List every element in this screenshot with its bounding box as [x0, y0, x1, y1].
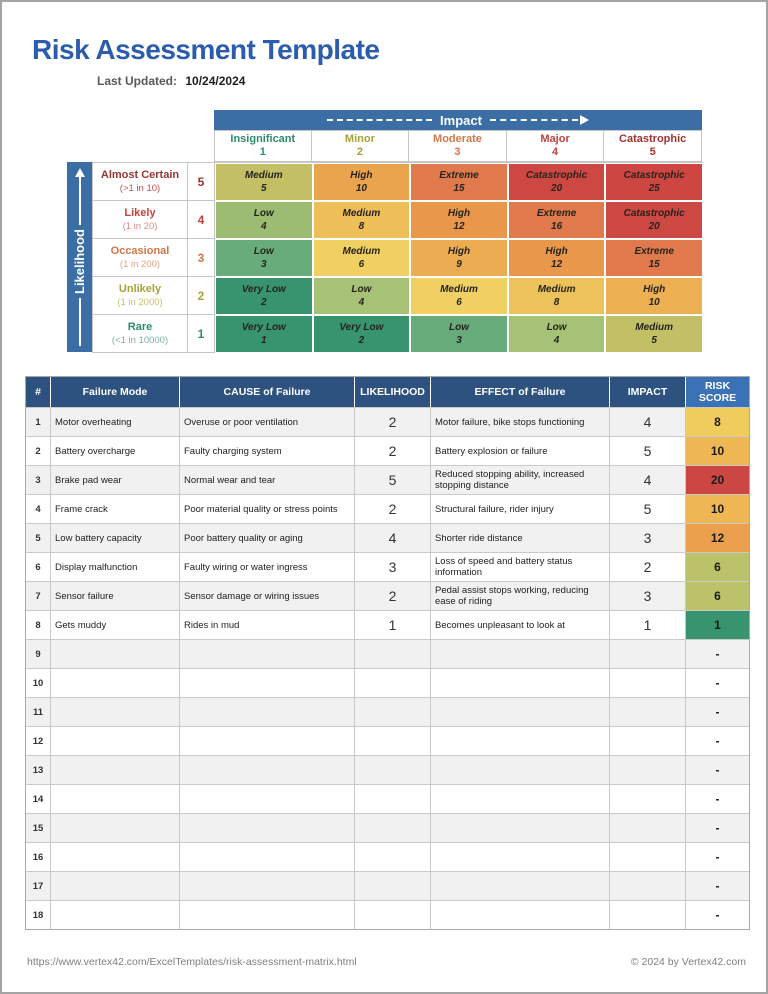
likelihood-cell[interactable] — [355, 901, 431, 929]
likelihood-level-header — [93, 239, 188, 277]
table-row — [26, 494, 749, 523]
impact-axis-line — [327, 119, 432, 121]
effect-cell[interactable]: Becomes unpleasant to look at — [431, 611, 610, 639]
header-likelihood: LIKELIHOOD — [355, 377, 431, 407]
matrix-cell-label: High — [643, 284, 666, 295]
failure-mode-cell[interactable] — [51, 756, 180, 784]
row-number-cell: 11 — [26, 698, 51, 726]
risk-score-cell: - — [686, 901, 749, 929]
last-updated — [97, 74, 245, 88]
likelihood-cell[interactable] — [355, 872, 431, 900]
matrix-cell-label: Very Low — [241, 322, 286, 333]
risk-matrix — [67, 110, 703, 352]
cause-cell[interactable] — [180, 640, 355, 668]
likelihood-cell[interactable] — [355, 843, 431, 871]
likelihood-level-value: 5 — [188, 163, 215, 201]
matrix-cell — [508, 163, 606, 201]
last-updated-label: Last Updated: — [97, 74, 178, 88]
impact-level-label: Moderate — [433, 133, 482, 145]
likelihood-cell[interactable]: 5 — [355, 466, 431, 494]
likelihood-level-label: Unlikely — [118, 282, 162, 295]
matrix-cell — [605, 163, 703, 201]
effect-cell[interactable] — [431, 698, 610, 726]
risk-score-cell: - — [686, 727, 749, 755]
likelihood-cell[interactable]: 2 — [355, 408, 431, 436]
matrix-cell — [313, 163, 411, 201]
cause-cell[interactable]: Sensor damage or wiring issues — [180, 582, 355, 610]
likelihood-axis-label: Likelihood — [72, 229, 87, 294]
matrix-cell-label: Medium — [342, 246, 381, 257]
failure-mode-cell[interactable]: Battery overcharge — [51, 437, 180, 465]
impact-axis-label: Impact — [440, 112, 482, 128]
matrix-cell-score: 2 — [358, 335, 365, 346]
matrix-cell-score: 25 — [648, 183, 660, 194]
matrix-cell-score: 8 — [358, 221, 365, 232]
effect-cell[interactable]: Shorter ride distance — [431, 524, 610, 552]
matrix-cell-label: Medium — [440, 284, 478, 295]
row-number-cell: 3 — [26, 466, 51, 494]
table-row — [26, 842, 749, 871]
likelihood-cell[interactable] — [355, 698, 431, 726]
effect-cell[interactable]: Motor failure, bike stops functioning — [431, 408, 610, 436]
matrix-cell-score: 8 — [553, 297, 560, 308]
matrix-cell — [410, 163, 508, 201]
likelihood-level-value: 3 — [188, 239, 215, 277]
matrix-cell-score: 5 — [261, 183, 267, 194]
table-row — [26, 813, 749, 842]
impact-cell[interactable] — [610, 756, 686, 784]
likelihood-level-header — [93, 201, 188, 239]
risk-score-cell: 1 — [686, 611, 749, 639]
effect-cell[interactable] — [431, 640, 610, 668]
impact-level-header — [507, 130, 605, 162]
matrix-cell-score: 16 — [551, 221, 563, 232]
impact-cell[interactable] — [610, 872, 686, 900]
cause-cell[interactable] — [180, 727, 355, 755]
risk-score-cell: 12 — [686, 524, 749, 552]
page-title: Risk Assessment Template — [32, 34, 380, 65]
effect-cell[interactable]: Pedal assist stops working, reducing ease of riding — [431, 582, 610, 610]
matrix-cell-label: Medium — [244, 170, 283, 181]
row-number-cell: 1 — [26, 408, 51, 436]
impact-cell[interactable]: 3 — [610, 582, 686, 610]
impact-cell[interactable] — [610, 785, 686, 813]
failure-mode-cell[interactable]: Display malfunction — [51, 553, 180, 581]
impact-cell[interactable]: 5 — [610, 437, 686, 465]
header-cause: CAUSE of Failure — [180, 377, 355, 407]
matrix-body — [92, 162, 703, 353]
matrix-cell-label: Extreme — [634, 246, 674, 257]
impact-cell[interactable]: 3 — [610, 524, 686, 552]
impact-level-header — [604, 130, 702, 162]
impact-cell[interactable] — [610, 814, 686, 842]
matrix-cell-score: 4 — [358, 297, 365, 308]
row-number-cell: 16 — [26, 843, 51, 871]
matrix-cell-score: 10 — [355, 183, 367, 194]
likelihood-cell[interactable]: 2 — [355, 582, 431, 610]
risk-score-cell: 6 — [686, 553, 749, 581]
effect-cell[interactable]: Structural failure, rider injury — [431, 495, 610, 523]
likelihood-level-sublabel: (>1 in 10) — [119, 182, 161, 194]
likelihood-cell[interactable]: 2 — [355, 495, 431, 523]
impact-axis-header — [214, 110, 702, 130]
matrix-cell — [605, 315, 703, 353]
matrix-cell-label: High — [545, 246, 568, 257]
matrix-cell — [410, 315, 508, 353]
likelihood-cell[interactable]: 4 — [355, 524, 431, 552]
matrix-cell-label: Low — [546, 322, 567, 333]
impact-level-label: Minor — [344, 133, 375, 145]
row-number-cell: 2 — [26, 437, 51, 465]
table-row — [26, 784, 749, 813]
likelihood-level-sublabel: (1 in 2000) — [117, 296, 163, 308]
matrix-cell — [605, 239, 703, 277]
row-number-cell: 18 — [26, 901, 51, 929]
likelihood-level-value: 1 — [188, 315, 215, 353]
failure-mode-cell[interactable] — [51, 843, 180, 871]
table-row — [26, 668, 749, 697]
impact-level-value: 5 — [649, 146, 656, 158]
matrix-cell — [508, 201, 606, 239]
matrix-cell-label: Low — [253, 208, 274, 219]
impact-cell[interactable] — [610, 843, 686, 871]
risk-score-cell: - — [686, 785, 749, 813]
failure-mode-cell[interactable]: Motor overheating — [51, 408, 180, 436]
likelihood-level-label: Almost Certain — [100, 168, 180, 181]
failure-mode-cell[interactable] — [51, 698, 180, 726]
matrix-cell — [410, 201, 508, 239]
matrix-row — [93, 315, 703, 353]
row-number-cell: 14 — [26, 785, 51, 813]
matrix-row — [93, 277, 703, 315]
matrix-cell-score: 12 — [551, 259, 563, 270]
likelihood-level-header — [93, 277, 188, 315]
risk-score-cell: 20 — [686, 466, 749, 494]
table-row — [26, 581, 749, 610]
last-updated-value: 10/24/2024 — [185, 74, 246, 88]
matrix-cell-score: 20 — [648, 221, 660, 232]
matrix-cell-label: Medium — [635, 322, 674, 333]
cause-cell[interactable] — [180, 814, 355, 842]
likelihood-level-value: 4 — [188, 201, 215, 239]
matrix-row — [93, 239, 703, 277]
risk-score-cell: 10 — [686, 437, 749, 465]
row-number-cell: 7 — [26, 582, 51, 610]
effect-cell[interactable]: Reduced stopping ability, increased stopping distance — [431, 466, 610, 494]
likelihood-cell[interactable]: 2 — [355, 437, 431, 465]
likelihood-cell[interactable] — [355, 785, 431, 813]
likelihood-level-label: Likely — [124, 206, 156, 219]
cause-cell[interactable] — [180, 843, 355, 871]
cause-cell[interactable]: Faulty charging system — [180, 437, 355, 465]
matrix-cell-score: 6 — [456, 297, 462, 308]
failure-mode-cell[interactable] — [51, 901, 180, 929]
likelihood-cell[interactable] — [355, 669, 431, 697]
failure-mode-cell[interactable] — [51, 785, 180, 813]
matrix-cell-label: Low — [253, 246, 274, 257]
impact-cell[interactable] — [610, 640, 686, 668]
likelihood-level-value: 2 — [188, 277, 215, 315]
impact-cell[interactable]: 2 — [610, 553, 686, 581]
matrix-cell — [508, 239, 606, 277]
impact-level-value: 1 — [259, 146, 266, 158]
matrix-cell-label: Catastrophic — [526, 170, 588, 181]
matrix-cell — [215, 277, 313, 315]
cause-cell[interactable]: Poor material quality or stress points — [180, 495, 355, 523]
matrix-cell-score: 12 — [453, 221, 465, 232]
likelihood-level-header — [93, 163, 188, 201]
cause-cell[interactable] — [180, 756, 355, 784]
header-effect: EFFECT of Failure — [431, 377, 610, 407]
cause-cell[interactable]: Faulty wiring or water ingress — [180, 553, 355, 581]
table-row — [26, 755, 749, 784]
matrix-cell-label: Very Low — [339, 322, 384, 333]
impact-level-label: Catastrophic — [619, 133, 687, 145]
failure-mode-cell[interactable] — [51, 814, 180, 842]
likelihood-cell[interactable]: 1 — [355, 611, 431, 639]
likelihood-level-sublabel: (1 in 20) — [122, 220, 158, 232]
matrix-cell-score: 15 — [453, 183, 465, 194]
matrix-cell-label: Low — [351, 284, 372, 295]
impact-arrow-icon — [580, 115, 589, 125]
matrix-cell — [410, 277, 508, 315]
likelihood-level-label: Occasional — [110, 244, 170, 257]
row-number-cell: 12 — [26, 727, 51, 755]
likelihood-axis-line — [79, 177, 81, 225]
matrix-cell — [313, 239, 411, 277]
cause-cell[interactable]: Overuse or poor ventilation — [180, 408, 355, 436]
matrix-cell — [313, 277, 411, 315]
header-failure-mode: Failure Mode — [51, 377, 180, 407]
cause-cell[interactable]: Poor battery quality or aging — [180, 524, 355, 552]
impact-level-label: Major — [540, 133, 570, 145]
table-row — [26, 871, 749, 900]
table-header-row — [26, 377, 749, 407]
matrix-cell-score: 4 — [553, 335, 560, 346]
cause-cell[interactable] — [180, 872, 355, 900]
likelihood-cell[interactable] — [355, 727, 431, 755]
impact-cell[interactable]: 4 — [610, 466, 686, 494]
likelihood-level-sublabel: (<1 in 10000) — [111, 334, 169, 346]
matrix-cell — [215, 201, 313, 239]
header-risk-score: RISK SCORE — [686, 377, 749, 407]
impact-level-label: Insignificant — [230, 133, 296, 145]
impact-cell[interactable] — [610, 698, 686, 726]
impact-axis-line — [490, 119, 578, 121]
matrix-cell-score: 15 — [648, 259, 660, 270]
likelihood-level-label: Rare — [127, 320, 153, 333]
impact-level-value: 2 — [356, 146, 363, 158]
matrix-cell — [313, 315, 411, 353]
matrix-cell-label: Catastrophic — [623, 208, 685, 219]
effect-cell[interactable] — [431, 669, 610, 697]
matrix-cell-score: 10 — [648, 297, 660, 308]
failure-mode-cell[interactable]: Brake pad wear — [51, 466, 180, 494]
cause-cell[interactable] — [180, 698, 355, 726]
impact-level-value: 3 — [454, 146, 461, 158]
footer-copyright: © 2024 by Vertex42.com — [630, 956, 746, 968]
effect-cell[interactable] — [431, 843, 610, 871]
risk-score-cell: - — [686, 814, 749, 842]
risk-score-cell: 8 — [686, 408, 749, 436]
likelihood-level-sublabel: (1 in 200) — [119, 258, 161, 270]
row-number-cell: 9 — [26, 640, 51, 668]
effect-cell[interactable] — [431, 901, 610, 929]
row-number-cell: 10 — [26, 669, 51, 697]
table-row — [26, 436, 749, 465]
table-row — [26, 900, 749, 929]
impact-level-header — [409, 130, 507, 162]
failure-mode-cell[interactable] — [51, 669, 180, 697]
failure-mode-cell[interactable] — [51, 727, 180, 755]
risk-score-cell: - — [686, 669, 749, 697]
risk-score-cell: 10 — [686, 495, 749, 523]
cause-cell[interactable] — [180, 901, 355, 929]
impact-cell[interactable]: 4 — [610, 408, 686, 436]
matrix-cell — [605, 201, 703, 239]
impact-cell[interactable]: 1 — [610, 611, 686, 639]
matrix-cell-score: 3 — [261, 259, 267, 270]
cause-cell[interactable]: Normal wear and tear — [180, 466, 355, 494]
likelihood-axis-header — [67, 162, 92, 352]
likelihood-cell[interactable] — [355, 756, 431, 784]
matrix-cell — [313, 201, 411, 239]
failure-mode-cell[interactable]: Low battery capacity — [51, 524, 180, 552]
table-row — [26, 726, 749, 755]
matrix-cell-score: 1 — [261, 335, 267, 346]
cause-cell[interactable]: Rides in mud — [180, 611, 355, 639]
header-number: # — [26, 377, 51, 407]
risk-score-cell: - — [686, 872, 749, 900]
matrix-cell-label: Catastrophic — [623, 170, 685, 181]
matrix-cell-score: 4 — [261, 221, 267, 232]
risk-score-cell: 6 — [686, 582, 749, 610]
likelihood-cell[interactable] — [355, 814, 431, 842]
likelihood-level-header — [93, 315, 188, 353]
impact-cell[interactable] — [610, 727, 686, 755]
risk-score-cell: - — [686, 843, 749, 871]
row-number-cell: 8 — [26, 611, 51, 639]
matrix-cell-label: Medium — [537, 284, 576, 295]
cause-cell[interactable] — [180, 785, 355, 813]
table-row — [26, 697, 749, 726]
header-impact: IMPACT — [610, 377, 686, 407]
row-number-cell: 6 — [26, 553, 51, 581]
matrix-cell-score: 5 — [651, 335, 657, 346]
matrix-cell-score: 6 — [358, 259, 365, 270]
impact-cell[interactable]: 5 — [610, 495, 686, 523]
matrix-cell-score: 20 — [551, 183, 563, 194]
impact-level-header — [312, 130, 410, 162]
matrix-cell-label: Low — [448, 322, 469, 333]
row-number-cell: 13 — [26, 756, 51, 784]
table-row — [26, 552, 749, 581]
failure-mode-cell[interactable]: Gets muddy — [51, 611, 180, 639]
table-row — [26, 465, 749, 494]
table-row — [26, 407, 749, 436]
table-row — [26, 523, 749, 552]
likelihood-cell[interactable] — [355, 640, 431, 668]
matrix-cell-score: 9 — [456, 259, 462, 270]
failure-mode-cell[interactable]: Frame crack — [51, 495, 180, 523]
row-number-cell: 5 — [26, 524, 51, 552]
matrix-cell — [605, 277, 703, 315]
matrix-cell-label: Extreme — [439, 170, 479, 181]
effect-cell[interactable] — [431, 727, 610, 755]
risk-score-cell: - — [686, 698, 749, 726]
failure-mode-cell[interactable] — [51, 872, 180, 900]
table-row — [26, 610, 749, 639]
cause-cell[interactable] — [180, 669, 355, 697]
failure-mode-cell[interactable]: Sensor failure — [51, 582, 180, 610]
matrix-cell — [215, 239, 313, 277]
impact-cell[interactable] — [610, 901, 686, 929]
effect-cell[interactable] — [431, 785, 610, 813]
effect-cell[interactable] — [431, 756, 610, 784]
impact-level-headers — [214, 130, 702, 162]
impact-level-header — [214, 130, 312, 162]
matrix-row — [93, 163, 703, 201]
effect-cell[interactable] — [431, 814, 610, 842]
likelihood-arrow-icon — [75, 168, 85, 177]
table-row — [26, 639, 749, 668]
matrix-cell — [508, 277, 606, 315]
footer-url[interactable]: https://www.vertex42.com/ExcelTemplates/risk-assessment-matrix.html — [27, 956, 357, 968]
page-footer — [27, 956, 746, 968]
risk-score-cell: - — [686, 756, 749, 784]
table-body — [26, 407, 749, 929]
impact-level-value: 4 — [552, 146, 559, 158]
likelihood-axis-line — [79, 298, 81, 346]
matrix-cell-label: Medium — [342, 208, 381, 219]
failure-mode-cell[interactable] — [51, 640, 180, 668]
matrix-cell-score: 2 — [261, 297, 267, 308]
matrix-cell-label: High — [447, 208, 471, 219]
failure-mode-table — [25, 376, 750, 930]
row-number-cell: 4 — [26, 495, 51, 523]
effect-cell[interactable]: Battery explosion or failure — [431, 437, 610, 465]
matrix-cell — [508, 315, 606, 353]
matrix-cell-label: High — [447, 246, 471, 257]
matrix-cell-label: Very Low — [241, 284, 286, 295]
row-number-cell: 15 — [26, 814, 51, 842]
matrix-cell-score: 3 — [456, 335, 462, 346]
matrix-cell-label: High — [350, 170, 373, 181]
matrix-row — [93, 201, 703, 239]
matrix-cell-label: Extreme — [536, 208, 577, 219]
matrix-cell — [215, 163, 313, 201]
likelihood-cell[interactable]: 3 — [355, 553, 431, 581]
row-number-cell: 17 — [26, 872, 51, 900]
effect-cell[interactable] — [431, 872, 610, 900]
impact-cell[interactable] — [610, 669, 686, 697]
matrix-cell — [410, 239, 508, 277]
effect-cell[interactable]: Loss of speed and battery status information — [431, 553, 610, 581]
risk-score-cell: - — [686, 640, 749, 668]
matrix-cell — [215, 315, 313, 353]
